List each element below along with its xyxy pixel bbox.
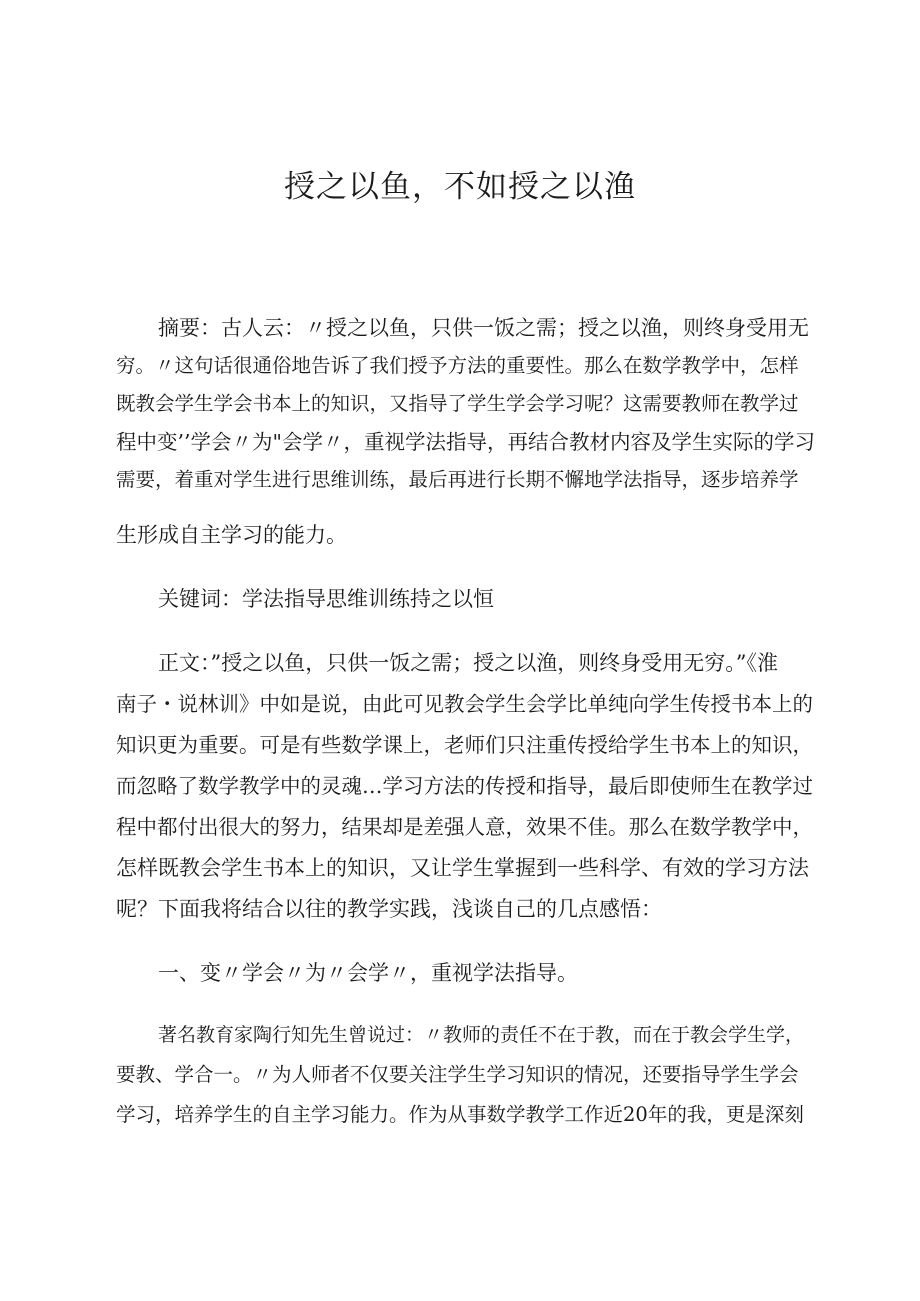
section-line: 著名教育家陶行知先生曾说过：〃教师的责任不在于教，而在于教会学生学，: [158, 1024, 805, 1046]
abstract-line: 需要，着重对学生进行思维训练，最后再进行长期不懈地学法指导，逐步培养学: [116, 468, 799, 491]
abstract-line: 程中变’’学会〃为"会学〃，重视学法指导，再结合教材内容及学生实际的学习: [116, 430, 815, 454]
keywords-line: 关键词：学法指导思维训练持之以恒: [158, 587, 494, 611]
section-line: 要教、学合一。〃为人师者不仅要关注学生学习知识的情况，还要指导学生学会: [116, 1063, 799, 1086]
body-line: 知识更为重要。可是有些数学课上，老师们只注重传授给学生书本上的知识，: [116, 733, 813, 757]
abstract-line: 生形成自主学习的能力。: [116, 523, 347, 547]
body-line: 呢？下面我将结合以往的教学实践，浅谈自己的几点感悟：: [116, 897, 662, 921]
body-line: 正文：”授之以鱼，只供一饭之需；授之以渔，则终身受用无穷。”《淮: [158, 651, 778, 675]
abstract-line: 穷。〃这句话很通俗地告诉了我们授予方法的重要性。那么在数学教学中，怎样: [116, 354, 799, 377]
body-line: 而忽略了数学教学中的灵魂…学习方法的传授和指导，最后即使师生在教学过: [116, 774, 813, 798]
body-line: 怎样既教会学生书本上的知识，又让学生掌握到一些科学、有效的学习方法: [116, 856, 809, 880]
section-line: 学习，培养学生的自主学习能力。作为从事数学教学工作近20年的我，更是深刻: [116, 1103, 804, 1126]
body-line: 南子・说林训》中如是说，由此可见教会学生会学比单纯向学生传授书本上的: [116, 692, 813, 716]
abstract-line: 摘要：古人云：〃授之以鱼，只供一饭之需；授之以渔，则终身受用无: [158, 316, 809, 340]
document-title: 授之以鱼，不如授之以渔: [284, 169, 636, 205]
section-heading: 一、变〃学会〃为〃会学〃，重视学法指导。: [158, 961, 578, 985]
body-line: 程中都付出很大的努力，结果却是差强人意，效果不佳。那么在数学教学中，: [116, 815, 813, 839]
abstract-line: 既教会学生学会书本上的知识，又指导了学生学会学习呢？这需要教师在教学过: [116, 392, 799, 415]
